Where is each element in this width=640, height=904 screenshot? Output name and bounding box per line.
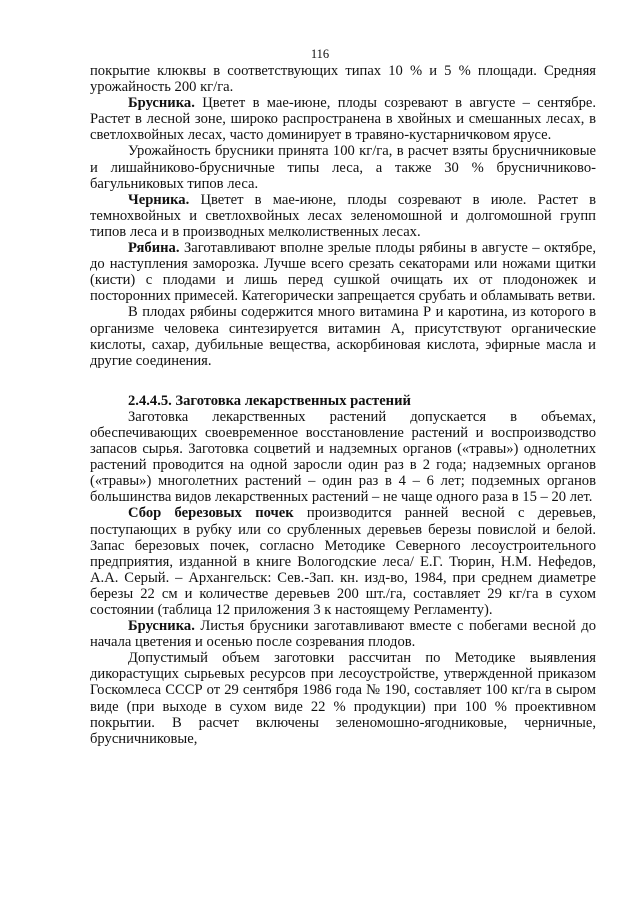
paragraph-title: Черника.: [128, 191, 190, 208]
paragraph-rowan: [90, 240, 596, 304]
paragraph-text: Заготавливают вполне зрелые плоды рябины в августе – октябре, до наступления заморозка. Лучше всего срезать секаторами или ножами щитки (кисти) с плодами и лишь перед сушкой очищать их от плодоножек и посторонних примесей. Категорически запрещается срубать и обламывать ветви.: [90, 240, 596, 305]
document-body: [90, 63, 596, 747]
paragraph-text: производится ранней весной с деревьев, поступающих в рубку или со срубленных деревьев березы повислой и белой. Запас березовых почек, согласно Методике Северного лесоустроительного предприятия, изданной в книге Вологодские леса/ Е.Г. Тюрин, Н.М. Нефедов, А.А. Серый. – Архангельск: Сев.-Зап. кн. изд-во, 1984, при среднем диаметре березы 22 см и количестве деревьев 200 шт./га, составляет 29 кг/га в сухом состоянии (таблица 12 приложения 3 к настоящему Регламенту).: [90, 505, 596, 618]
paragraph-lingonberry-yield: Урожайность брусники принята 100 кг/га, в расчет взяты брусничниковые и лишайниково-брусничные типы леса, а также 30 % брусничниково-багульниковых типов леса.: [90, 143, 596, 192]
paragraph-medicinal-plants: Заготовка лекарственных растений допускается в объемах, обеспечивающих своевременное восстановление растений и воспроизводство запасов сырья. Заготовка соцветий и надземных органов («травы») однолетних растений проводится на одной заросли один раз в 2 года; надземных органов («травы») многолетних растений – один раз в 4 – 6 лет; подземных органов большинства видов лекарственных растений – не чаще одного раза в 15 – 20 лет.: [90, 408, 596, 506]
page-number: 116: [310, 47, 330, 61]
paragraph-text: Цветет в мае-июне, плоды созревают в августе – сентябре. Растет в лесной зоне, широко распространена в хвойных и смешанных лесах, в светлохвойных лесах, часто доминирует в травяно-кустарничковом ярусе.: [90, 95, 596, 144]
paragraph-lingonberry-leaves: [90, 618, 596, 650]
paragraph-title: Рябина.: [128, 240, 180, 257]
paragraph-lingonberry: [90, 95, 596, 143]
paragraph-allowed-volume: Допустимый объем заготовки рассчитан по Методике выявления дикорастущих сырьевых ресурсов при лесоустройстве, утвержденной приказом Госкомлеса СССР от 29 сентября 1986 года № 190, составляет 100 кг/га в сыром виде (при выходе в сухом виде 22 % продукции) при 100 % проективном покрытии. В расчет включены зеленомошно-ягодниковые, черничные, брусничниковые,: [90, 650, 596, 747]
paragraph-title: Брусника.: [128, 95, 195, 112]
paragraph-title: Сбор березовых почек: [128, 505, 294, 522]
paragraph-birch-buds: [90, 505, 596, 618]
paragraph-text: Цветет в мае-июне, плоды созревают в июле. Растет в темнохвойных и светлохвойных лесах зеленомошной и долгомошной групп типов леса и в производных мелколиственных лесах.: [90, 191, 596, 240]
paragraph-title: Брусника.: [128, 618, 195, 635]
paragraph-cranberry-yield: покрытие клюквы в соответствующих типах 10 % и 5 % площади. Средняя урожайность 200 кг/га.: [90, 63, 596, 96]
section-heading: 2.4.4.5. Заготовка лекарственных растений: [128, 392, 411, 409]
paragraph-rowan-vitamins: В плодах рябины содержится много витамина Р и каротина, из которого в организме человека синтезируется витамин А, присутствуют органические кислоты, сахар, дубильные вещества, аскорбиновая кислота, эфирные масла и другие соединения.: [90, 304, 596, 369]
paragraph-text: Листья брусники заготавливают вместе с побегами весной до начала цветения и осенью после созревания плодов.: [90, 618, 596, 651]
paragraph-blueberry: [90, 192, 596, 240]
